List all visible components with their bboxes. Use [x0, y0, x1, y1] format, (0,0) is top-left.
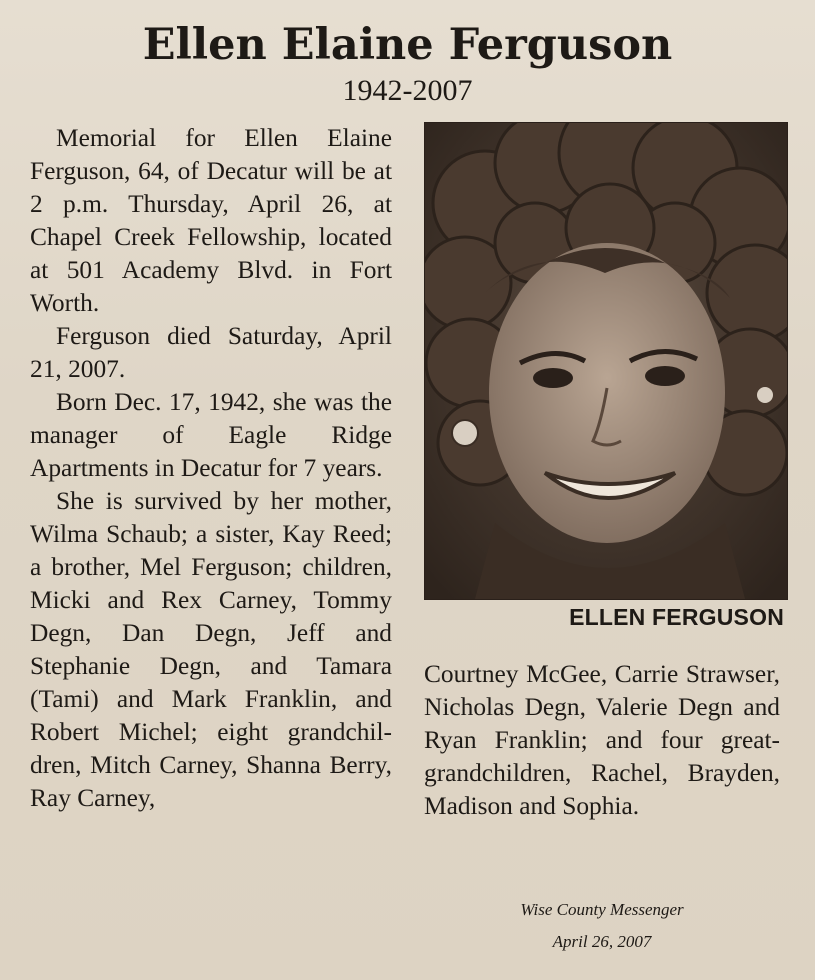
paragraph-survivors-continued: Courtney McGee, Carrie Strawser, Nicholas Degn, Valerie Degn and Ryan Franklin; and four great-grandchildren, Rachel, Brayden, Madison and Sophia.	[424, 660, 780, 820]
publication-name: Wise County Messenger	[520, 900, 684, 919]
portrait-photo	[424, 122, 788, 600]
paragraph-death: Ferguson died Saturday, April 21, 2007.	[30, 322, 392, 383]
paragraph-survivors: She is survived by her mother, Wilma Schaub; a sister, Kay Reed; a brother, Mel Ferguson; children, Micki and Rex Carney, Tommy Degn, Dan Degn, Jeff and Stephanie Degn, and Tamara (Tami) and Mark Franklin, and Robert Michel; eight grandchil-dren, Mitch Carney, Shanna Berry, Ray Carney,	[30, 487, 392, 812]
obituary-left-column	[30, 122, 392, 815]
paragraph-career: Born Dec. 17, 1942, she was the manager of Eagle Ridge Apartments in Decatur for 7 years.	[30, 388, 392, 482]
life-years: 1942-2007	[342, 74, 473, 107]
publication-date: April 26, 2007	[552, 932, 652, 951]
obituary-right-column	[424, 658, 780, 823]
portrait-illustration	[425, 123, 787, 599]
obituary-headline: Ellen Elaine Ferguson	[142, 20, 673, 70]
bleed-through-text-bottom	[250, 898, 267, 957]
photo-caption: ELLEN FERGUSON	[569, 604, 784, 630]
paragraph-memorial: Memorial for Ellen Elaine Ferguson, 64, of Decatur will be at 2 p.m. Thursday, April 26, at Chapel Creek Fellowship, located at 501 Academy Blvd. in Fort Worth.	[30, 124, 392, 317]
